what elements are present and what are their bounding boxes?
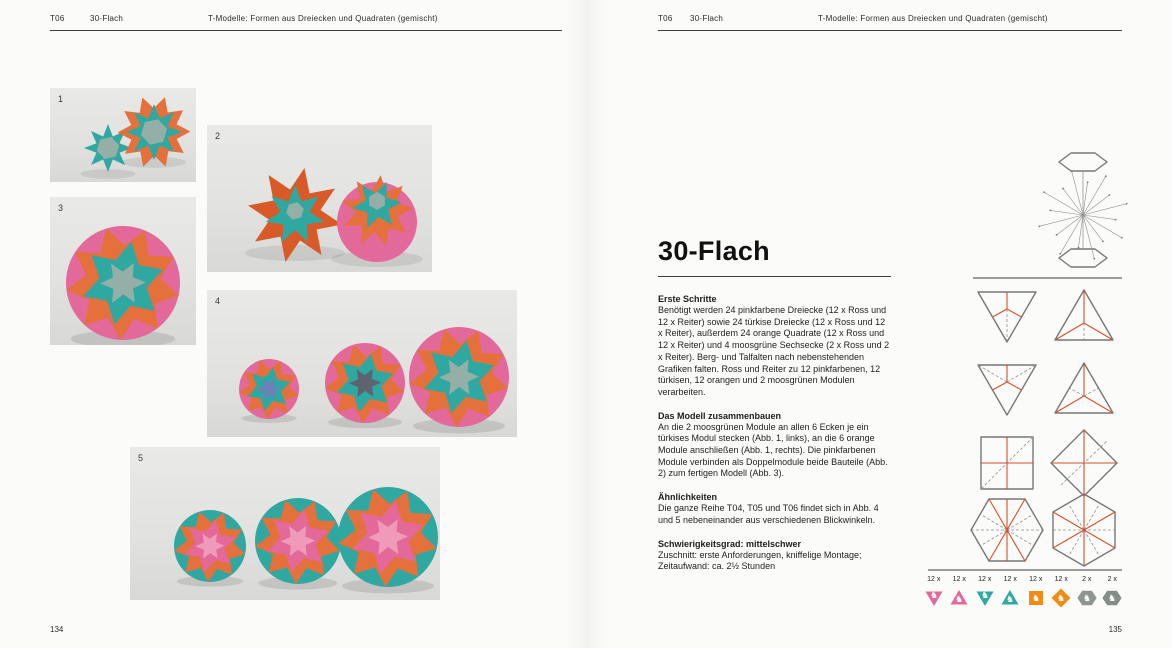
part-count-label: 12 x [1029, 576, 1043, 583]
part-count-label: 12 x [927, 576, 941, 583]
part-count-label: 2 x [1107, 576, 1117, 583]
ross-triangle-down-icon [924, 588, 944, 608]
page-number-left: 134 [50, 625, 64, 634]
section-heading: Ähnlichkeiten [658, 492, 718, 503]
reiter-diamond-icon [1051, 588, 1071, 608]
section-body: Die ganze Reihe T04, T05 und T06 findet sich in Abb. 4 und 5 nebeneinander aus verschiedenen Blickwinkeln. [658, 503, 879, 525]
origami-models-photo [50, 88, 196, 182]
fold-diagram-diamond [1051, 430, 1117, 496]
section-zusammenbauen [658, 410, 891, 481]
part-item [1049, 574, 1075, 613]
running-header-code: T06 [658, 14, 673, 23]
part-item [921, 574, 947, 613]
reiter-triangle-up-icon [1000, 588, 1020, 608]
section-body: Benötigt werden 24 pinkfarbene Dreiecke (12 x Ross und 12 x Reiter) sowie 24 türkise Dreiecke (12 x Ross und 12 x Reiter), außerdem 24 orange Quadrate (12 x Ross und 12 x Reiter) und 4 moosgrüne Sechsecke (2 x Ross und 2 x Reiter). Berg- und Talfalten nach nebenstehenden Grafiken falten. Ross und Reiter zu 12 pinkfarbenen, 12 türkisen, 12 orangen und 2 moosgrünen Modulen verarbeiten. [658, 305, 890, 397]
page-gutter [566, 0, 606, 648]
parts-legend [921, 574, 1125, 613]
part-item [1074, 574, 1100, 613]
figure-photo-1 [50, 88, 196, 182]
fold-diagram-hexagon-flat [971, 499, 1043, 561]
figure-number: 1 [58, 94, 64, 104]
svg-text:♞: ♞ [1006, 595, 1015, 605]
figure-number: 5 [138, 453, 144, 463]
figure-number: 2 [215, 131, 221, 141]
part-count-label: 12 x [952, 576, 966, 583]
page-number-right: 135 [1108, 625, 1122, 634]
section-heading: Schwierigkeitsgrad: mittelschwer [658, 538, 802, 549]
fold-diagram-square [981, 437, 1033, 489]
svg-text:♞: ♞ [1031, 594, 1040, 604]
section-aehnlichkeiten [658, 491, 891, 526]
part-item [998, 574, 1024, 613]
figure-number: 4 [215, 296, 221, 306]
part-item [1100, 574, 1126, 613]
instruction-column [658, 236, 891, 584]
origami-models-photo [207, 290, 517, 437]
figure-photo-4 [207, 290, 517, 437]
section-heading: Erste Schritte [658, 294, 717, 304]
header-rule [50, 30, 562, 31]
section-body: Zuschnitt: erste Anforderungen, kniffelige Montage; Zeitaufwand: ca. 2½ Stunden [658, 549, 862, 572]
reiter-hexagon-icon [1102, 588, 1122, 608]
part-item [947, 574, 973, 613]
fold-diagram-triangle-up-1 [1055, 290, 1113, 340]
assembly-diagram [1039, 153, 1128, 267]
fold-diagram-hexagon-pointy [1053, 494, 1115, 566]
ross-square-icon [1026, 588, 1046, 608]
part-item [972, 574, 998, 613]
figure-photo-3 [50, 197, 196, 345]
running-header-code: T06 [50, 14, 65, 23]
part-count-label: 12 x [978, 576, 992, 583]
svg-text:♞: ♞ [1108, 594, 1117, 604]
figure-photo-5 [130, 447, 440, 600]
running-header-model: 30-Flach [90, 14, 124, 23]
svg-text:♞: ♞ [929, 591, 938, 601]
running-header-series: T-Modelle: Formen aus Dreiecken und Quadraten (gemischt) [818, 14, 1048, 23]
origami-models-photo [130, 447, 440, 600]
section-body: An die 2 moosgrünen Module an allen 6 Ecken je ein türkises Modul stecken (Abb. 1, links), an die 6 orange Module anschließen (Abb. 1, rechts). Die pinkfarbenen Module verbinden als Doppelmodule beide Bauteile (Abb. 2) zum fertigen Modell (Abb. 3). [658, 421, 888, 479]
svg-text:♞: ♞ [1057, 594, 1066, 604]
svg-text:♞: ♞ [980, 591, 989, 601]
section-schwierigkeitsgrad [658, 538, 891, 573]
section-erste-schritte [658, 293, 891, 399]
part-count-label: 2 x [1082, 576, 1092, 583]
reiter-triangle-up-icon [949, 588, 969, 608]
title-rule [658, 276, 891, 277]
running-header-model: 30-Flach [690, 14, 724, 23]
ross-hexagon-icon [1077, 588, 1097, 608]
section-heading: Das Modell zusammenbauen [658, 410, 782, 421]
origami-models-photo [207, 125, 432, 272]
figure-number: 3 [58, 203, 64, 213]
fold-diagram-triangle-up-2 [1055, 363, 1113, 413]
origami-models-photo [50, 197, 196, 345]
running-header-series: T-Modelle: Formen aus Dreiecken und Quadraten (gemischt) [208, 14, 438, 23]
header-rule [658, 30, 1122, 31]
chapter-title: 30-Flach [658, 236, 770, 266]
fold-diagram-grid [971, 290, 1117, 566]
part-count-label: 12 x [1054, 576, 1068, 583]
fold-diagram-triangle-down-1 [978, 292, 1036, 342]
part-count-label: 12 x [1003, 576, 1017, 583]
part-item [1023, 574, 1049, 613]
svg-text:♞: ♞ [955, 595, 964, 605]
svg-text:♞: ♞ [1082, 594, 1091, 604]
figure-photo-2 [207, 125, 432, 272]
ross-triangle-down-icon [975, 588, 995, 608]
fold-diagram-triangle-down-2 [978, 365, 1036, 415]
fold-diagram-panel [920, 132, 1165, 578]
